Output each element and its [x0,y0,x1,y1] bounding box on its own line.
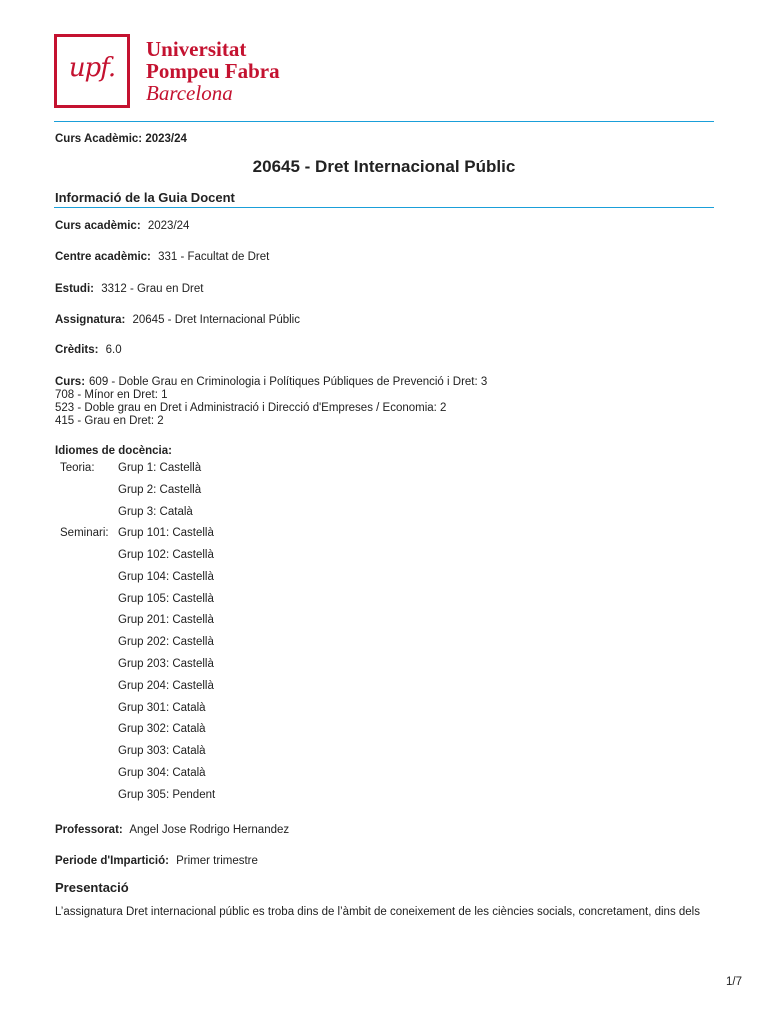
section-divider [54,207,714,208]
logo-mark: upf. [68,53,116,83]
seminari-group: Grup 201: Castellà [118,614,214,626]
field-professorat [55,824,289,836]
field-label: Periode d'Impartició: [55,855,169,867]
upf-logo [54,34,304,108]
field-value: Angel Jose Rodrigo Hernandez [129,824,290,836]
seminari-group: Grup 203: Castellà [118,658,214,670]
field-centre [55,251,269,263]
curs-line: 415 - Grau en Dret: 2 [55,415,164,427]
presentacio-heading: Presentació [55,880,129,895]
field-value: 20645 - Dret Internacional Públic [132,314,300,326]
section-heading: Informació de la Guia Docent [55,190,235,205]
field-label: Curs acadèmic: [55,220,141,232]
page-number: 1/7 [726,976,742,988]
logo-line-2: Pompeu Fabra [146,59,280,83]
logo-box [54,34,130,108]
field-assignatura [55,314,300,326]
seminari-group: Grup 301: Català [118,702,206,714]
field-periode [55,855,258,867]
field-label: Professorat: [55,824,123,836]
teoria-group: Grup 2: Castellà [118,484,202,496]
seminari-label: Seminari: [60,527,109,539]
seminari-group: Grup 305: Pendent [118,789,216,801]
field-estudi [55,283,203,295]
academic-year-header: Curs Acadèmic: 2023/24 [55,133,187,145]
curs-line: 609 - Doble Grau en Criminologia i Polítiques Públiques de Prevenció i Dret: 3 [89,376,488,388]
curs-line: 708 - Mínor en Dret: 1 [55,389,168,401]
seminari-group: Grup 204: Castellà [118,680,214,692]
field-curs-academic [55,220,189,232]
field-label: Curs: [55,376,86,388]
field-value: 2023/24 [147,220,190,232]
teoria-group: Grup 1: Castellà [118,462,202,474]
seminari-group: Grup 303: Català [118,745,206,757]
presentacio-paragraph: L’assignatura Dret internacional públic es troba dins de l’àmbit de coneixement de les ciències socials, concretament, dins dels [55,906,700,918]
seminari-group: Grup 105: Castellà [118,593,214,605]
seminari-group: Grup 202: Castellà [118,636,214,648]
teoria-group: Grup 3: Català [118,506,193,518]
logo-line-1: Universitat [146,37,247,61]
field-label: Assignatura: [55,314,126,326]
idiomes-heading: Idiomes de docència: [55,445,172,457]
teoria-label: Teoria: [60,462,95,474]
seminari-group: Grup 304: Català [118,767,206,779]
field-label: Crèdits: [55,344,99,356]
header-divider [54,121,714,122]
page-title: 20645 - Dret Internacional Públic [252,157,516,176]
field-credits [55,344,122,356]
field-label: Centre acadèmic: [55,251,151,263]
seminari-group: Grup 101: Castellà [118,527,214,539]
field-value: 6.0 [105,344,122,356]
field-value: 3312 - Grau en Dret [101,283,204,295]
field-label: Estudi: [55,283,94,295]
logo-line-3: Barcelona [146,81,233,105]
field-value: Primer trimestre [176,855,258,867]
field-curs [55,376,487,428]
seminari-group: Grup 104: Castellà [118,571,214,583]
seminari-group: Grup 302: Català [118,723,206,735]
curs-line: 523 - Doble grau en Dret i Administració i Direcció d'Empreses / Economia: 2 [55,402,447,414]
seminari-group: Grup 102: Castellà [118,549,214,561]
field-value: 331 - Facultat de Dret [158,251,270,263]
logo-wordmark [146,38,280,104]
